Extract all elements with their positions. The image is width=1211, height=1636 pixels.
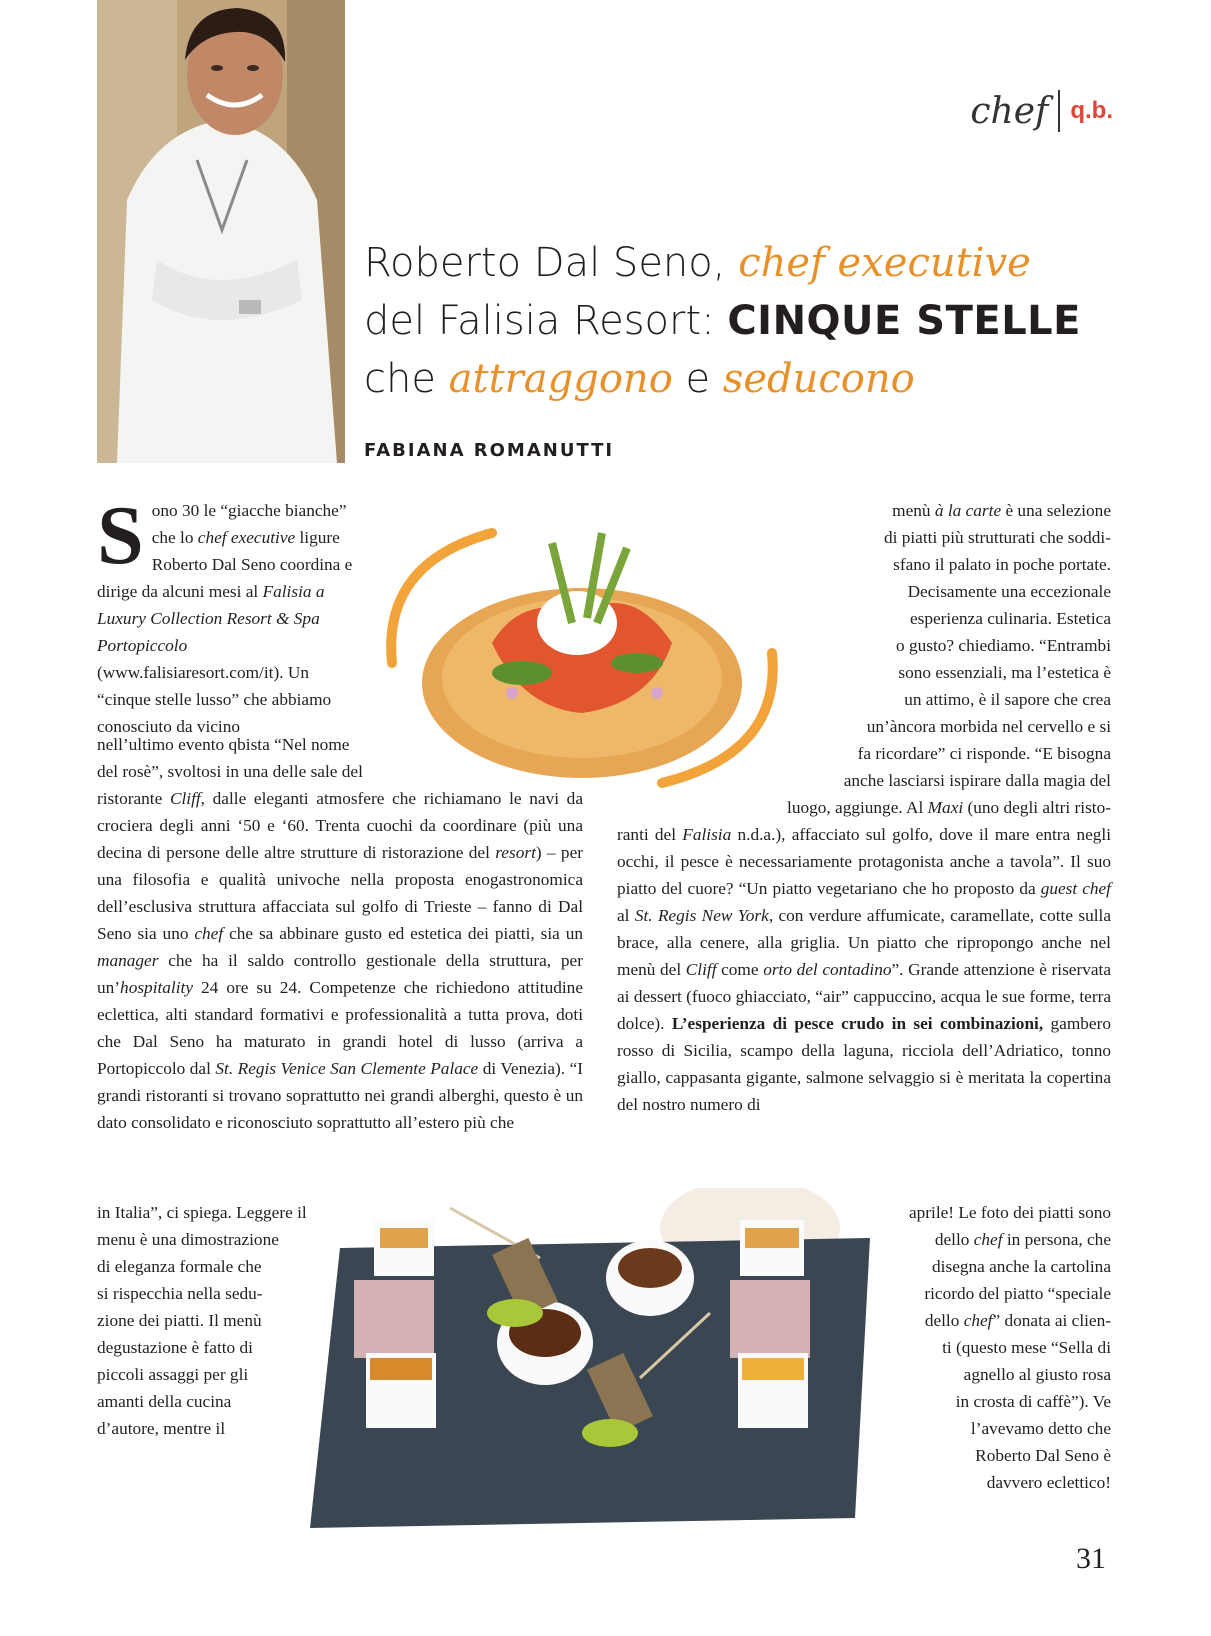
body-column-left-main: ristorante Cliff, dalle eleganti atmosfere che richiamano le navi da crociera degli anni ‘50 e ‘60. Trenta cuochi da coordinare (più una decina di persone delle altre strutture di ristorazione del resort) – per una filosofia e qualità univoche nella proposta enogastronomica dell’esclusiva struttura affacciata sul golfo di Trieste – fanno di Dal Seno sia uno chef che sa abbinare gusto ed estetica dei piatti, sia un manager che ha il saldo controllo gestionale della struttura, per un’hospitality 24 ore su 24. Competenze che richiedono attitudine eclettica, alti standard formativi e professionalità a tutta prova, doti che Dal Seno ha maturato in grandi hotel di lusso (arriva a Portopiccolo dal St. Regis Venice San Clemente Palace di Venezia). “I grandi ristoranti si trovano soprattutto nei grandi alberghi, questo è un dato consolidato e riconosciuto soprattutto all’estero più che xyxy=(97,789,583,1132)
title-script: seducono xyxy=(722,356,915,402)
body-column-left-mid: nell’ultimo evento qbista “Nel nome del rosè”, svoltosi in una delle sale del xyxy=(97,735,363,781)
magazine-logo: q.b. xyxy=(1070,97,1113,124)
title-text: del Falisia Resort: xyxy=(364,298,728,344)
body-column-right-bottom: aprile! Le foto dei piatti sono dello chef in persona, che disegna anche la cartolina ricordo del piatto “speciale dello chef” donata ai clien- ti (questo mese “Sella di agnello al giusto rosa in crosta di caffè”). Ve l’avevamo detto che Roberto Dal Seno è davvero eclettico! xyxy=(908,1203,1111,1492)
article-title xyxy=(364,234,1144,408)
divider xyxy=(1058,90,1060,132)
title-bold: CINQUE STELLE xyxy=(727,298,1081,344)
body-column-right-main: ranti del Falisia n.d.a.), affacciato sul golfo, dove il mare entra negli occhi, il pesce è necessariamente protagonista anche a tavola”. Il suo piatto del cuore? “Un piatto vegetariano che ho proposto da guest chef al St. Regis New York, con verdure affumicate, caramellate, cotte sulla brace, alla cenere, alla griglia. Un piatto che ripropongo anche nel menù del Cliff come orto del contadino”. Grande attenzione è riservata ai dessert (fuoco ghiacciato, “air” cappuccino, acqua le sue forme, terra dolce). L’esperienza di pesce crudo in sei combinazioni, gambero rosso di Sicilia, scampo della laguna, ricciola dell’Adriatico, tonno giallo, cappasanta gigante, salmone selvaggio si è meritata la copertina del nostro numero di xyxy=(617,825,1112,1114)
section-header xyxy=(970,90,1113,132)
body-column-left-bottom: in Italia”, ci spiega. Leggere il menu è una dimostrazione di eleganza formale che si rispecchia nella sedu- zione dei piatti. Il menù degustazione è fatto di piccoli assaggi per gli amanti della cucina d’autore, mentre il xyxy=(97,1203,307,1438)
body-column-right-top: menù à la carte è una selezione di piatti più strutturati che soddi- sfano il palato in poche portate. Decisamente una eccezionale esperienza culinaria. Estetica o gusto? chiediamo. “Entrambi sono essenziali, ma l’estetica è un attimo, è il sapore che crea un’àncora morbida nel cervello e si fa ricordare” ci risponde. “E bisogna anche lasciarsi ispirare dalla magia del luogo, aggiunge. Al Maxi (uno degli altri risto- xyxy=(787,501,1111,817)
title-text: che xyxy=(364,356,449,402)
section-label: chef xyxy=(970,90,1049,132)
title-text: e xyxy=(672,356,723,402)
title-script: attraggono xyxy=(448,356,673,402)
page-number: 31 xyxy=(1076,1542,1106,1575)
drop-cap: S xyxy=(97,489,144,582)
title-text: Roberto Dal Seno, xyxy=(364,240,739,286)
title-script: chef executive xyxy=(738,240,1031,286)
body-column-left-top: Sono 30 le “giacche bianche” che lo chef executive ligure Roberto Dal Seno coordina e dirige da alcuni mesi al Falisia a Luxury Collection Resort & Spa Portopiccolo (www.falisiaresort.com/it). Un “cinque stelle lusso” che abbiamo conosciuto da vicino xyxy=(97,489,353,736)
chef-portrait-photo xyxy=(97,0,345,463)
author-byline: FABIANA ROMANUTTI xyxy=(364,440,615,461)
